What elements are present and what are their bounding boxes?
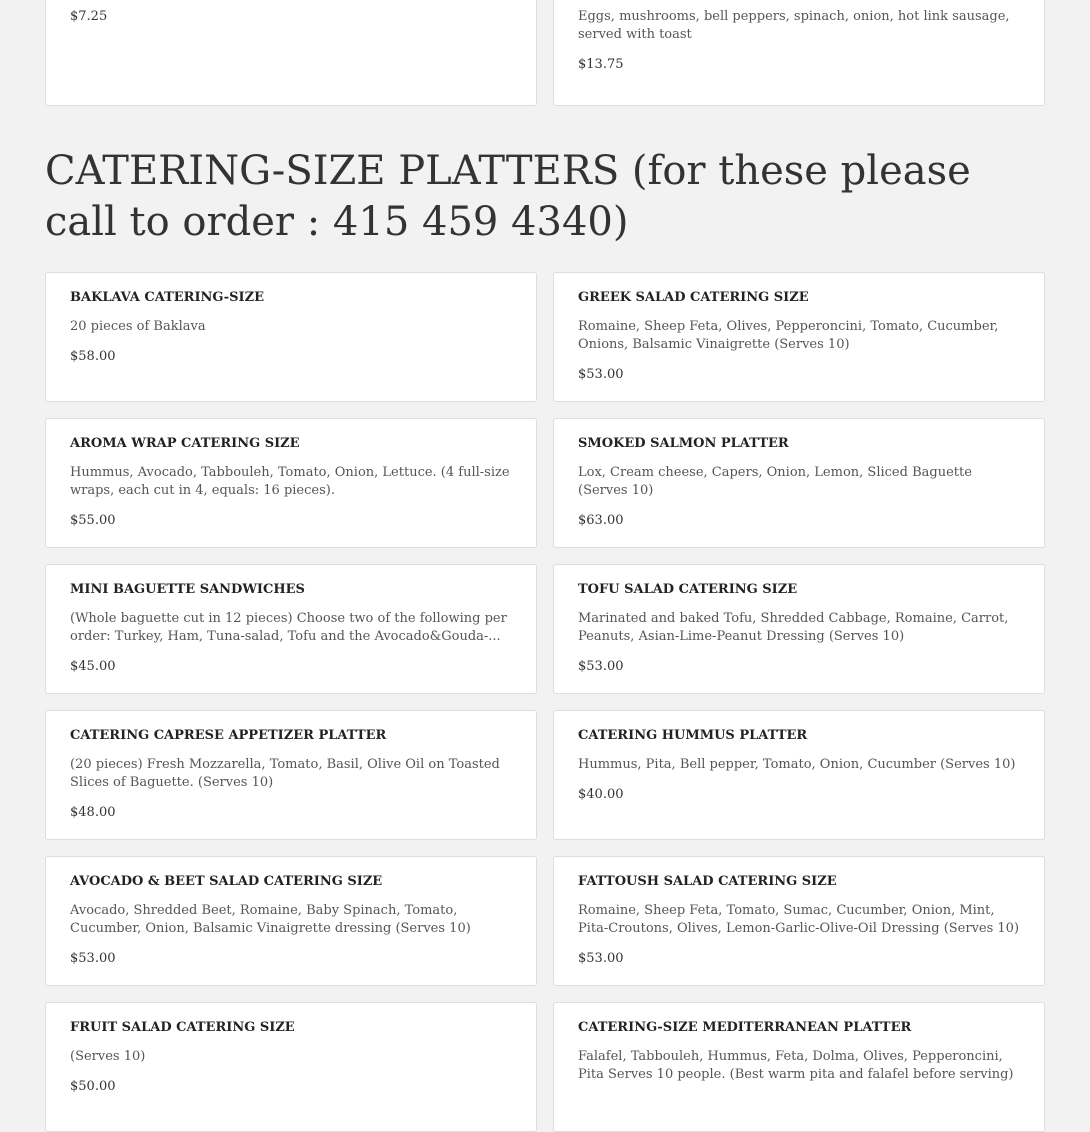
item-description: Avocado, Shredded Beet, Romaine, Baby Spinach, Tomato, Cucumber, Onion, Balsamic Vinaigrette dressing (Serves 10) [70,903,471,936]
menu-item-card[interactable] [553,272,1045,402]
item-description: 20 pieces of Baklava [70,319,206,334]
item-description: Hummus, Pita, Bell pepper, Tomato, Onion, Cucumber (Serves 10) [578,757,1016,772]
item-description: Falafel, Tabbouleh, Hummus, Feta, Dolma, Olives, Pepperoncini, Pita Serves 10 people. (Best warm pita and falafel before serving) [578,1049,1014,1082]
item-description: Hummus, Avocado, Tabbouleh, Tomato, Onion, Lettuce. (4 full-size wraps, each cut in 4, equals: 16 pieces). [70,465,510,498]
item-name [70,0,512,1]
item-name: TOFU SALAD CATERING SIZE [578,582,798,597]
menu-item-card[interactable] [45,564,537,694]
item-price: $50.00 [70,1079,116,1094]
item-name: MINI BAGUETTE SANDWICHES [70,582,305,597]
item-price: $53.00 [578,951,624,966]
menu-item-card[interactable] [553,564,1045,694]
menu-item-card[interactable] [553,0,1045,106]
item-price: $13.75 [578,57,624,72]
item-name: CATERING CAPRESE APPETIZER PLATTER [70,728,387,743]
menu-item-card[interactable] [553,856,1045,986]
item-description: (Whole baguette cut in 12 pieces) Choose two of the following per order: Turkey, Ham, Tuna-salad, Tofu and the Avocado&Gouda-... [70,611,507,644]
menu-item-card[interactable] [45,1002,537,1132]
item-name: SMOKED SALMON PLATTER [578,436,789,451]
item-price: $53.00 [578,367,624,382]
item-name [578,0,1020,1]
item-description: Romaine, Sheep Feta, Tomato, Sumac, Cucumber, Onion, Mint, Pita-Croutons, Olives, Lemon-Garlic-Olive-Oil Dressing (Serves 10) [578,903,1020,936]
item-price: $45.00 [70,659,116,674]
item-name: CATERING HUMMUS PLATTER [578,728,808,743]
menu-item-card[interactable] [45,856,537,986]
item-price: $53.00 [70,951,116,966]
item-price: $7.25 [70,9,108,24]
item-name: FRUIT SALAD CATERING SIZE [70,1020,295,1035]
menu-item-card[interactable] [45,272,537,402]
item-price: $40.00 [578,787,624,802]
item-price: $48.00 [70,805,116,820]
item-name: AROMA WRAP CATERING SIZE [70,436,300,451]
item-price: $55.00 [70,513,116,528]
item-description: Marinated and baked Tofu, Shredded Cabbage, Romaine, Carrot, Peanuts, Asian-Lime-Peanut Dressing (Serves 10) [578,611,1009,644]
menu-item-card[interactable] [553,418,1045,548]
item-description: (Serves 10) [70,1049,146,1064]
catering-items-grid [45,272,1045,1132]
item-name: GREEK SALAD CATERING SIZE [578,290,809,305]
item-name: CATERING-SIZE MEDITERRANEAN PLATTER [578,1020,912,1035]
item-name: FATTOUSH SALAD CATERING SIZE [578,874,837,889]
menu-item-card[interactable] [45,0,537,106]
menu-item-card[interactable] [553,1002,1045,1132]
item-price: $58.00 [70,349,116,364]
menu-item-card[interactable] [45,710,537,840]
item-price: $53.00 [578,659,624,674]
previous-section-items [45,0,1045,106]
item-name: AVOCADO & BEET SALAD CATERING SIZE [70,874,383,889]
menu-item-card[interactable] [553,710,1045,840]
item-description: (20 pieces) Fresh Mozzarella, Tomato, Basil, Olive Oil on Toasted Slices of Baguette. (Serves 10) [70,757,500,790]
menu-item-card[interactable] [45,418,537,548]
item-description: Eggs, mushrooms, bell peppers, spinach, onion, hot link sausage, served with toast [578,9,1010,42]
item-name: BAKLAVA CATERING-SIZE [70,290,265,305]
item-description: Romaine, Sheep Feta, Olives, Pepperoncini, Tomato, Cucumber, Onions, Balsamic Vinaigrette (Serves 10) [578,319,999,352]
section-title: CATERING-SIZE PLATTERS (for these please call to order : 415 459 4340) [45,148,971,245]
item-price: $63.00 [578,513,624,528]
item-description: Lox, Cream cheese, Capers, Onion, Lemon, Sliced Baguette (Serves 10) [578,465,972,498]
